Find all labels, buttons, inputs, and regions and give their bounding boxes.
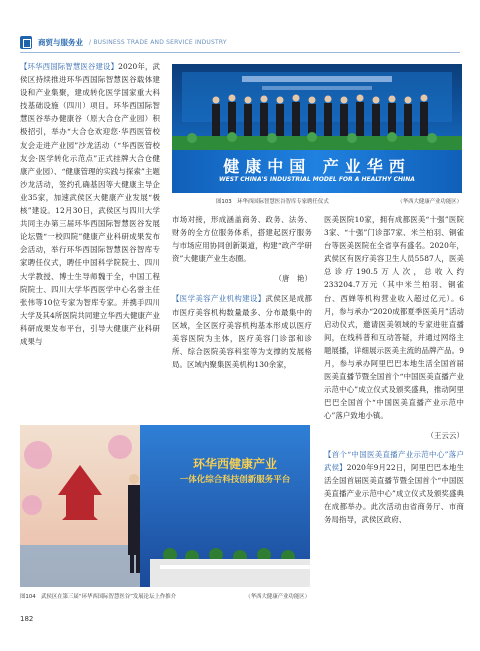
caption-text: 图104 武侯区在第三届“环华西国际智慧医谷”发展论坛上作推介 (20, 594, 177, 600)
author-signature: （王云云） (426, 430, 464, 440)
column-right (324, 213, 464, 526)
board-subtitle: 一体化综合科技创新服务平台 (179, 475, 291, 485)
board-title: 环华西健康产业 (192, 457, 277, 471)
article-tag: 【医学美容产业机构建设】 (172, 294, 266, 304)
banner-subtitle: WEST CHINA'S INDUSTRIAL MODEL FOR A HEALTHY CHINA (219, 176, 415, 183)
section-title-cn: 商贸与服务业 (38, 37, 83, 47)
page-number: 182 (20, 615, 34, 623)
header-rule (20, 52, 460, 53)
article-body: 武侯区是成都市医疗美容机构数量最多、分布最集中的区域，全区医疗美容机构基本形成以医疗美容医院为主体，医疗美容门诊部和诊所、综合医院美容科室等为支撑的发展格局。区域内聚集医美机构130余家， (172, 294, 312, 369)
caption-text: 图103 环华西国际智慧医谷智库专家聘任仪式 (216, 199, 329, 205)
caption-credit: （华西大健康产业功能区） (245, 594, 310, 600)
article-tag: 【环华西国际智慧医谷建设】 (20, 62, 119, 71)
article-body: 医美医院10家，拥有成都医美“十强”医院3家、“十强”门诊部7家、米兰柏羽、铜雀台等医美医院在全省享有盛名。2020年，武侯区有医疗美容卫生人员5587人，医美总诊疗190.5万人次，总收入约233204.7万元（其中米兰柏羽、铜雀台、西婵等机构营业收入超过亿元）。6月，参与承办“2020成都夏季医美月”活动启动仪式，邀请医美领域的专家进驻直播间，在线科普和互动答疑，并通过网络主题展播，详细展示医美主流的品牌产品。9月，参与承办阿里巴巴本地生活全国首届医美直播节暨全国首个“中国医美直播产业示范中心”成立仪式及颁奖盛典，推动阿里巴巴全国首个“中国医美直播产业示范中心”落户致地小镇。 (324, 215, 464, 421)
caption-credit: （华西大健康产业功能区） (397, 199, 462, 205)
article-body: 市场对接，形成涵盖商务、政务、法务、财务的全方位服务体系，搭建起医疗服务与市场应用协同创新渠道，构建“政产学研资”大健康产业生态圈。 (172, 215, 312, 264)
section-title-en: / BUSINESS TRADE AND SERVICE INDUSTRY (89, 38, 227, 46)
figure-caption-104 (20, 592, 310, 600)
column-middle (172, 213, 312, 371)
figure-caption-103 (216, 197, 462, 205)
article-body: 2020年9月22日，阿里巴巴本地生活全国首届医美直播节暨全国首个“中国医美直播产业示范中心”成立仪式及颁奖盛典在成都举办。此次活动由省商务厅、市商务局指导，武侯区政府、 (324, 462, 464, 525)
section-icon (20, 36, 32, 49)
author-signature: （唐 艳） (274, 274, 312, 284)
photo-forum (20, 425, 310, 587)
column-left (20, 60, 160, 348)
article-tag: 【首个“中国医美直播产业示范中心”落户武侯】 (324, 449, 464, 472)
forum-illustration (20, 425, 310, 587)
banner-title: 健康中国 产业华西 (223, 157, 411, 176)
article-body: 2020年，武侯区持续推进环华西国际智慧医谷载体建设和产业集聚，建成转化医学国家重大科技基础设施（四川）项目。环华西国际智慧医谷举办健康谷（原大合仓产业园）积极招引，举办“大合仓欢迎您·华西医管校友会走进产业园”沙龙活动（“华西医管校友会·医学转化示范点”正式挂牌大合仓健康产业园）、“健康管理的实践与探索”主题沙龙活动，签约孔确基因等大健康主导企业35家，加速武侯区大健康产业发展“极核”建设。12月30日，武侯区与四川大学共同主办第三届环华西国际智慧医谷发展论坛暨“一校四院”健康产业科研成果发布会活动，举行环华西国际智慧医谷智库专家聘任仪式，聘任中国科学院院士、四川大学教授、博士生导师魏于全，中国工程院院士、四川大学华西医学中心名誉主任张伟等10位专家为智库专家。并携手四川大学及其4所医院共同建立华西大健康产业科研成果发布平台，引导大健康产业科研成果与 (20, 62, 160, 346)
photo-ceremony (172, 64, 462, 193)
running-header (20, 34, 460, 50)
